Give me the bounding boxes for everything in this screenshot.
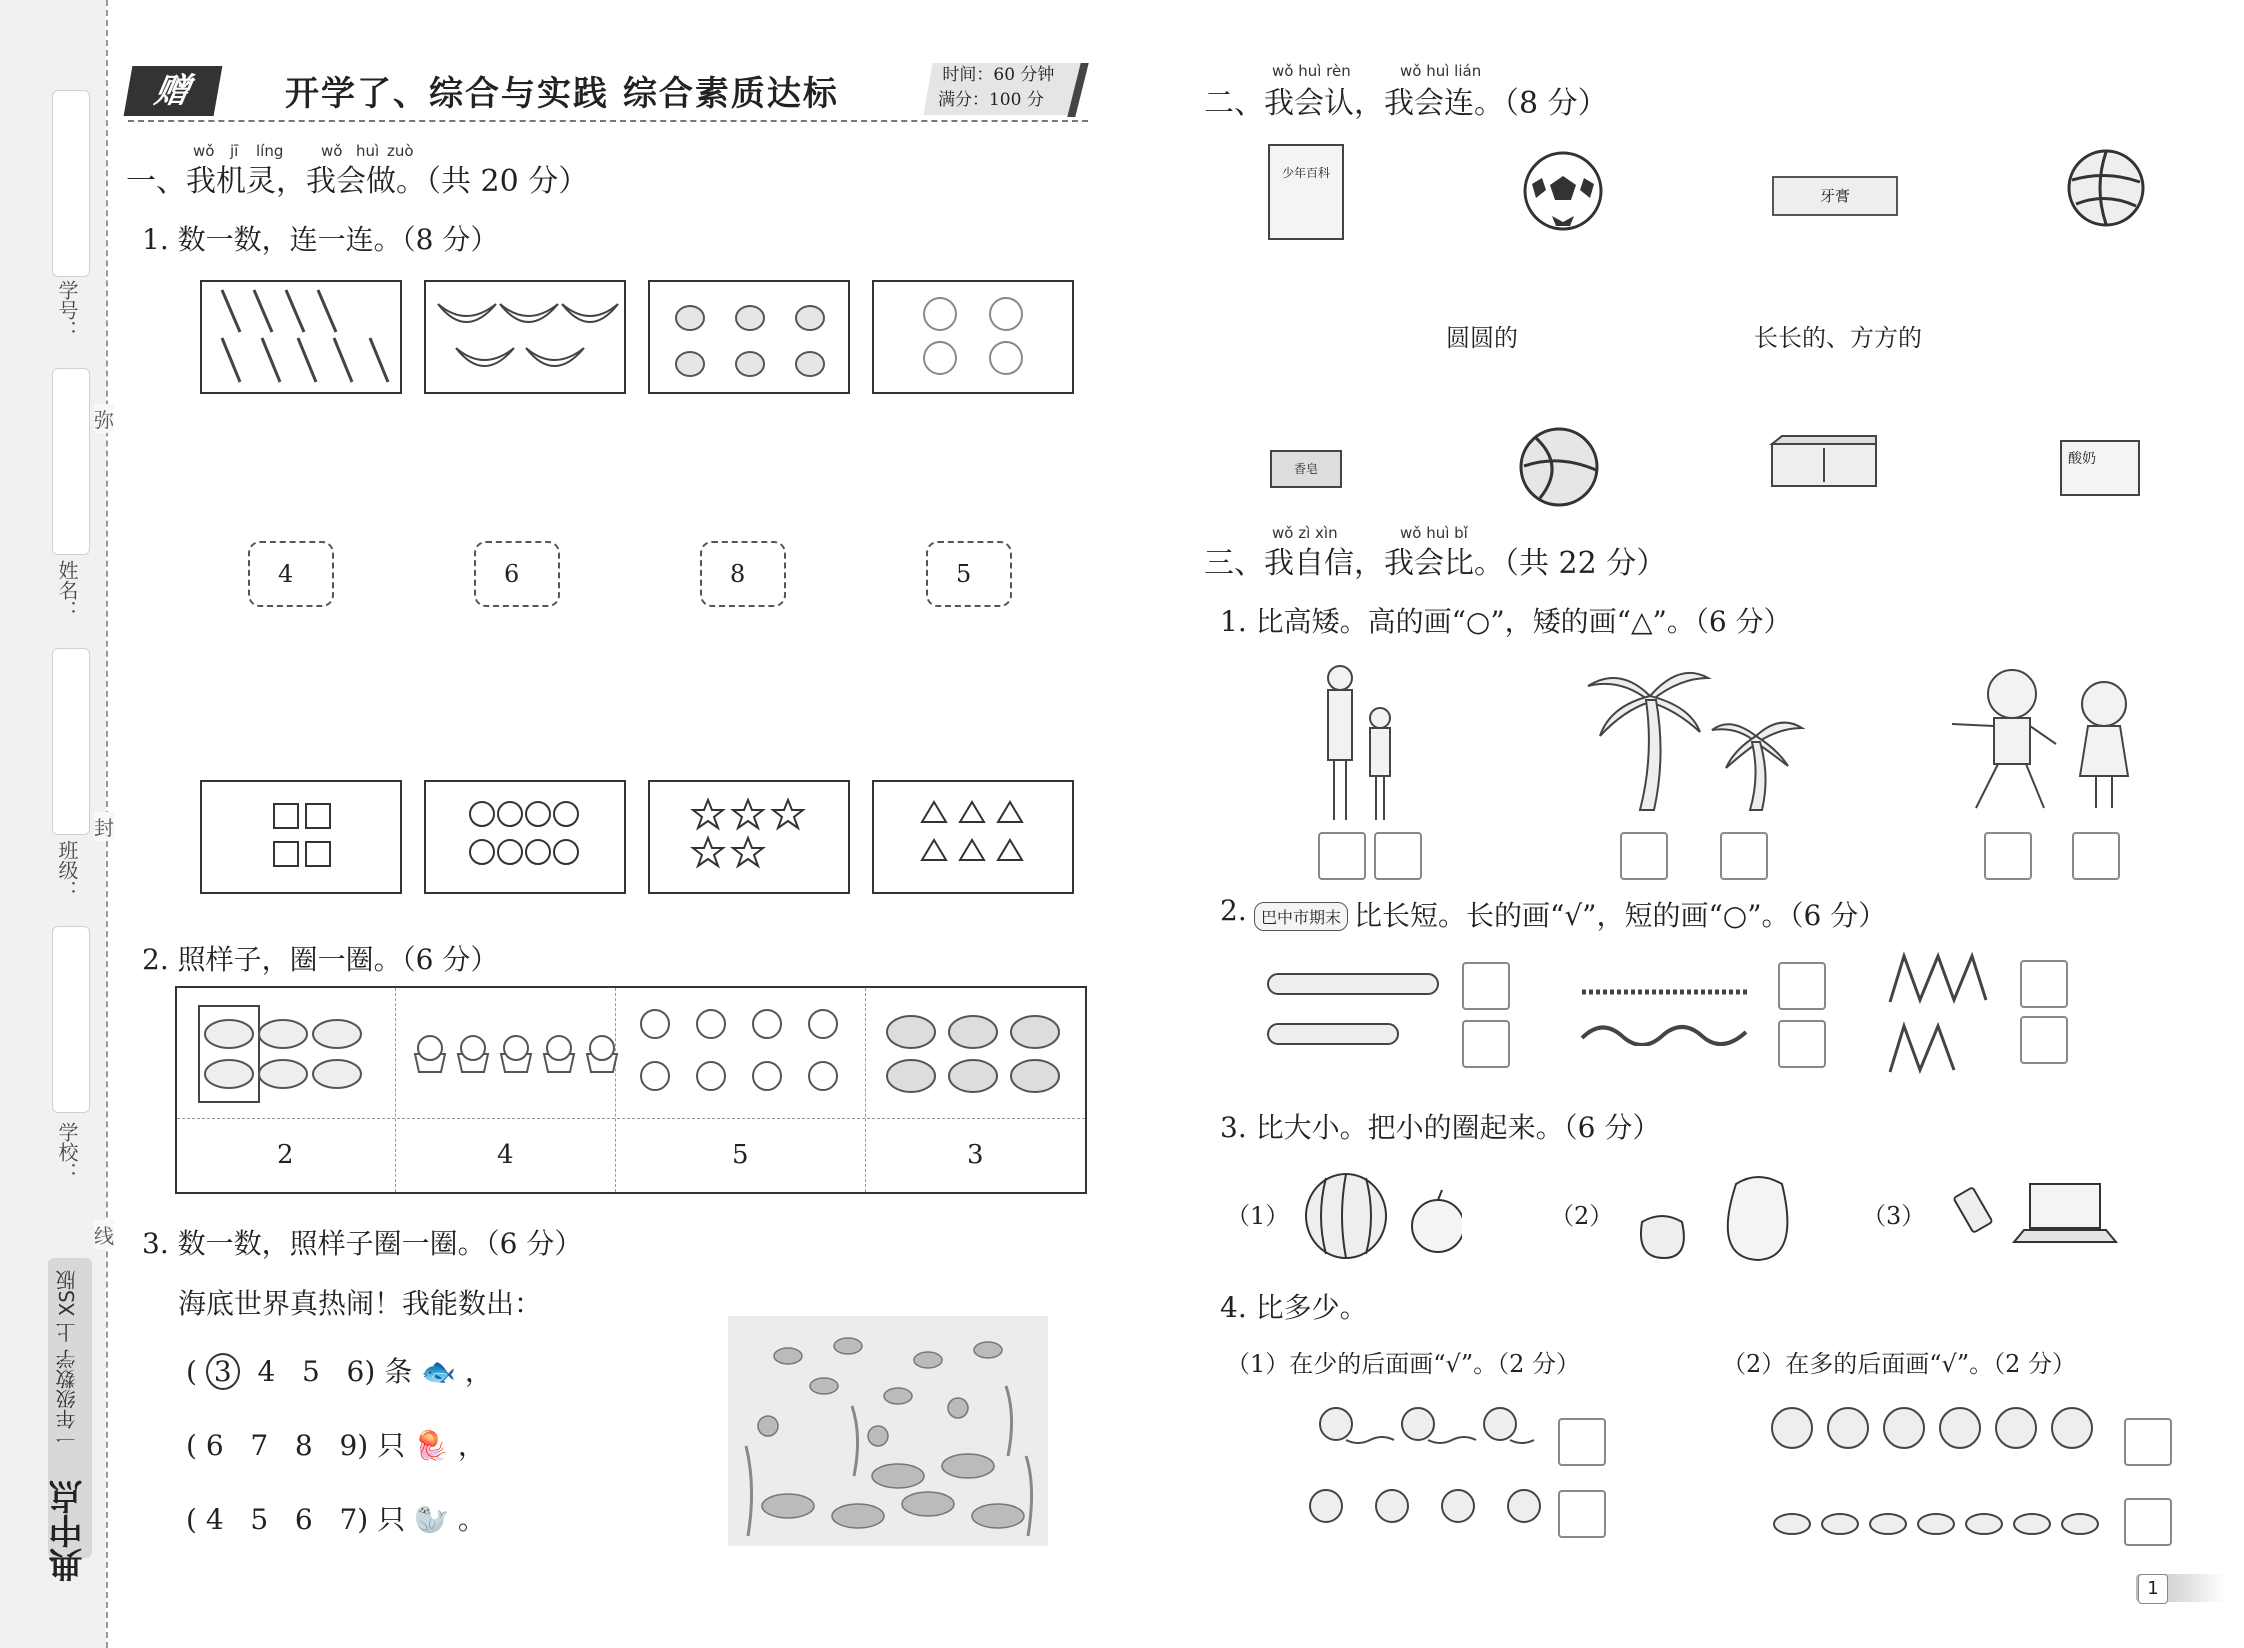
- answer-box[interactable]: [2124, 1418, 2172, 1466]
- option[interactable]: 4: [257, 1355, 276, 1388]
- soap-label: 香皂: [1293, 462, 1318, 476]
- option[interactable]: 7: [250, 1429, 269, 1462]
- cut-char-line: 线: [94, 1220, 114, 1249]
- q1-heading: 1. 数一数，连一连。（8 分）: [142, 223, 499, 256]
- option-circled[interactable]: 3: [206, 1353, 240, 1390]
- number-card[interactable]: 6: [474, 541, 560, 607]
- q2-table: [175, 986, 1087, 1194]
- pinyin: líng: [256, 142, 284, 160]
- toothpaste-label: 牙膏: [1819, 187, 1850, 205]
- q3-intro: 海底世界真热闹！我能数出：: [178, 1287, 543, 1320]
- section2-heading: 二、我会认，我会连。（8 分）: [1204, 86, 1608, 121]
- school-label: 学校：: [55, 1122, 79, 1182]
- stars-box: [648, 780, 850, 894]
- circles-picture: [426, 782, 624, 892]
- s3-q3-heading: 3. 比大小。把小的圈起来。（6 分）: [1220, 1111, 1661, 1144]
- exam-time: 时间：60 分钟: [942, 65, 1055, 85]
- option[interactable]: 4: [205, 1503, 224, 1536]
- circles-box: [424, 780, 626, 894]
- s3-q2-heading: 比长短。长的画“√”，短的画“○”。（6 分）: [1354, 899, 1887, 932]
- class-label: 班级：: [55, 840, 79, 900]
- count-label: 3: [967, 1140, 984, 1170]
- sausages-picture: [1256, 962, 1446, 1052]
- answer-box[interactable]: [1462, 1020, 1510, 1068]
- volleyball-icon[interactable]: [2066, 148, 2146, 228]
- source-tag: 巴中市期末: [1254, 902, 1348, 931]
- book-label: 少年百科: [1281, 166, 1330, 180]
- q4-part-b: （2）在多的后面画“√”。（2 分）: [1722, 1350, 2076, 1378]
- answer-box[interactable]: [1462, 962, 1510, 1010]
- title-rule: [128, 120, 1088, 122]
- count-row-fish: [186, 1350, 493, 1390]
- bananas-picture: [426, 282, 624, 392]
- answer-box[interactable]: [1778, 1020, 1826, 1068]
- label-long-square[interactable]: 长长的、方方的: [1754, 324, 1922, 352]
- pinyin: huì: [356, 142, 380, 160]
- option[interactable]: 6: [205, 1429, 224, 1462]
- paren: ): [364, 1355, 376, 1388]
- answer-box[interactable]: [1374, 832, 1422, 880]
- class-box[interactable]: [52, 648, 90, 835]
- name-box[interactable]: [52, 368, 90, 555]
- jellyfish-icon: 🪼: [414, 1429, 449, 1462]
- section1-heading: 一、我机灵，我会做。（共 20 分）: [126, 164, 589, 199]
- watermelon-apple-picture[interactable]: [1302, 1170, 1462, 1260]
- pinyin: zuò: [387, 142, 414, 160]
- pinyin: wǒ huì rèn: [1272, 62, 1351, 80]
- ropes-picture: [1578, 966, 1754, 1046]
- q4-part-a: （1）在少的后面画“√”。（2 分）: [1226, 1350, 1580, 1378]
- book-title: 一年级数学 上 XS版: [55, 1270, 79, 1450]
- answer-box[interactable]: [1778, 962, 1826, 1010]
- s3-q4-heading: 4. 比多少。: [1220, 1291, 1368, 1324]
- stars-picture: [650, 782, 848, 892]
- paren: (: [186, 1503, 197, 1536]
- pinyin: wǒ huì lián: [1400, 62, 1482, 80]
- answer-box[interactable]: [1620, 832, 1668, 880]
- option[interactable]: 6: [294, 1503, 313, 1536]
- soccer-ball-icon[interactable]: [1522, 150, 1604, 232]
- fish-icon: 🐟: [421, 1355, 457, 1388]
- undersea-picture: [728, 1316, 1048, 1546]
- answer-box[interactable]: [1720, 832, 1768, 880]
- oranges-box: [872, 280, 1074, 394]
- toothpaste-box[interactable]: [1772, 176, 1898, 216]
- answer-box[interactable]: [2020, 960, 2068, 1008]
- squares-box: [200, 780, 402, 894]
- unit: 只: [377, 1429, 406, 1462]
- answer-box[interactable]: [1318, 832, 1366, 880]
- punct: ，: [464, 1355, 493, 1388]
- count-row-jellyfish: [186, 1424, 486, 1464]
- triangles-box: [872, 780, 1074, 894]
- basketball-icon[interactable]: [1518, 426, 1600, 508]
- exam-meta: [923, 63, 1084, 115]
- mother-child-picture: [1310, 660, 1406, 824]
- pinyin: wǒ: [321, 142, 343, 160]
- brand-logo: 典中点: [49, 1480, 89, 1582]
- milk-label: 酸奶: [2068, 451, 2096, 467]
- pencils-box: [200, 280, 402, 394]
- soap-picture[interactable]: [1270, 450, 1342, 488]
- paren: ): [357, 1503, 369, 1536]
- student-id-box[interactable]: [52, 90, 90, 277]
- count-row-seal: [186, 1498, 486, 1538]
- gift-badge: 赠: [124, 66, 221, 116]
- eggplants-box: [648, 280, 850, 394]
- label-round[interactable]: 圆圆的: [1446, 324, 1518, 352]
- answer-box[interactable]: [1558, 1490, 1606, 1538]
- seal-icon: 🦭: [414, 1503, 449, 1536]
- option[interactable]: 7: [339, 1503, 358, 1536]
- option[interactable]: 6: [346, 1355, 365, 1388]
- count-label: 4: [497, 1140, 514, 1170]
- pinyin: wǒ zì xìn: [1272, 524, 1338, 542]
- oranges-picture: [874, 282, 1072, 392]
- milk-carton[interactable]: [2060, 440, 2140, 496]
- q3-label: （2）: [1550, 1202, 1614, 1230]
- palm-trees-picture: [1580, 656, 1810, 816]
- answer-box[interactable]: [2020, 1016, 2068, 1064]
- q3-label: （3）: [1862, 1202, 1926, 1230]
- desserts-picture: [177, 988, 1085, 1118]
- answer-box[interactable]: [2124, 1498, 2172, 1546]
- number-card[interactable]: 5: [926, 541, 1012, 607]
- book-picture[interactable]: [1268, 144, 1344, 240]
- option[interactable]: 5: [250, 1503, 269, 1536]
- chicks-worms-picture: [1306, 1400, 1546, 1550]
- punct: 。: [457, 1503, 486, 1536]
- answer-box[interactable]: [1984, 832, 2032, 880]
- s3-q1-heading: 1. 比高矮。高的画“○”，矮的画“△”。（6 分）: [1220, 605, 1792, 638]
- pinyin: wǒ: [193, 142, 215, 160]
- number-card[interactable]: 4: [248, 541, 334, 607]
- unit: 条: [384, 1355, 413, 1388]
- count-label: 5: [732, 1140, 749, 1170]
- paren: (: [186, 1355, 197, 1388]
- cabinet-icon[interactable]: [1768, 434, 1880, 490]
- paren: ): [357, 1429, 369, 1462]
- punct: ，: [457, 1429, 486, 1462]
- q2-heading: 2. 照样子，圈一圈。（6 分）: [142, 943, 499, 976]
- option[interactable]: 5: [302, 1355, 320, 1388]
- page-number: 1: [2138, 1574, 2168, 1604]
- cut-char-seal1: 弥: [94, 404, 114, 433]
- paren: (: [186, 1429, 197, 1462]
- count-label: 2: [277, 1140, 294, 1170]
- eggplants-picture: [650, 282, 848, 392]
- number-card[interactable]: 8: [700, 541, 786, 607]
- pinyin: wǒ huì bǐ: [1400, 524, 1468, 542]
- section3-heading: 三、我自信，我会比。（共 22 分）: [1204, 546, 1667, 581]
- answer-box[interactable]: [2072, 832, 2120, 880]
- cats-fish-picture: [1768, 1394, 2108, 1554]
- cut-char-seal2: 封: [94, 812, 114, 841]
- page-title: 开学了、综合与实践 综合素质达标: [285, 74, 839, 114]
- squares-picture: [202, 782, 400, 892]
- bananas-box: [424, 280, 626, 394]
- bags-picture[interactable]: [1622, 1162, 1794, 1262]
- triangles-picture: [874, 782, 1072, 892]
- option[interactable]: 8: [294, 1429, 313, 1462]
- name-label: 姓名：: [55, 560, 79, 620]
- pencils-picture: [202, 282, 400, 392]
- exam-score: 满分：100 分: [937, 90, 1044, 110]
- children-picture: [1932, 664, 2150, 814]
- option[interactable]: 9: [339, 1429, 358, 1462]
- zigzag-lines-picture: [1886, 950, 1990, 1076]
- phone-laptop-picture[interactable]: [1950, 1178, 2120, 1248]
- q3-label: （1）: [1226, 1202, 1290, 1230]
- q3-heading: 3. 数一数，照样子圈一圈。（6 分）: [142, 1227, 583, 1260]
- answer-box[interactable]: [1558, 1418, 1606, 1466]
- pinyin: jī: [230, 142, 239, 160]
- table-divider: [177, 1118, 1085, 1119]
- student-id-label: 学号：: [55, 280, 79, 340]
- s3-q2-number: 2.: [1220, 894, 1247, 927]
- unit: 只: [377, 1503, 406, 1536]
- school-box[interactable]: [52, 926, 90, 1113]
